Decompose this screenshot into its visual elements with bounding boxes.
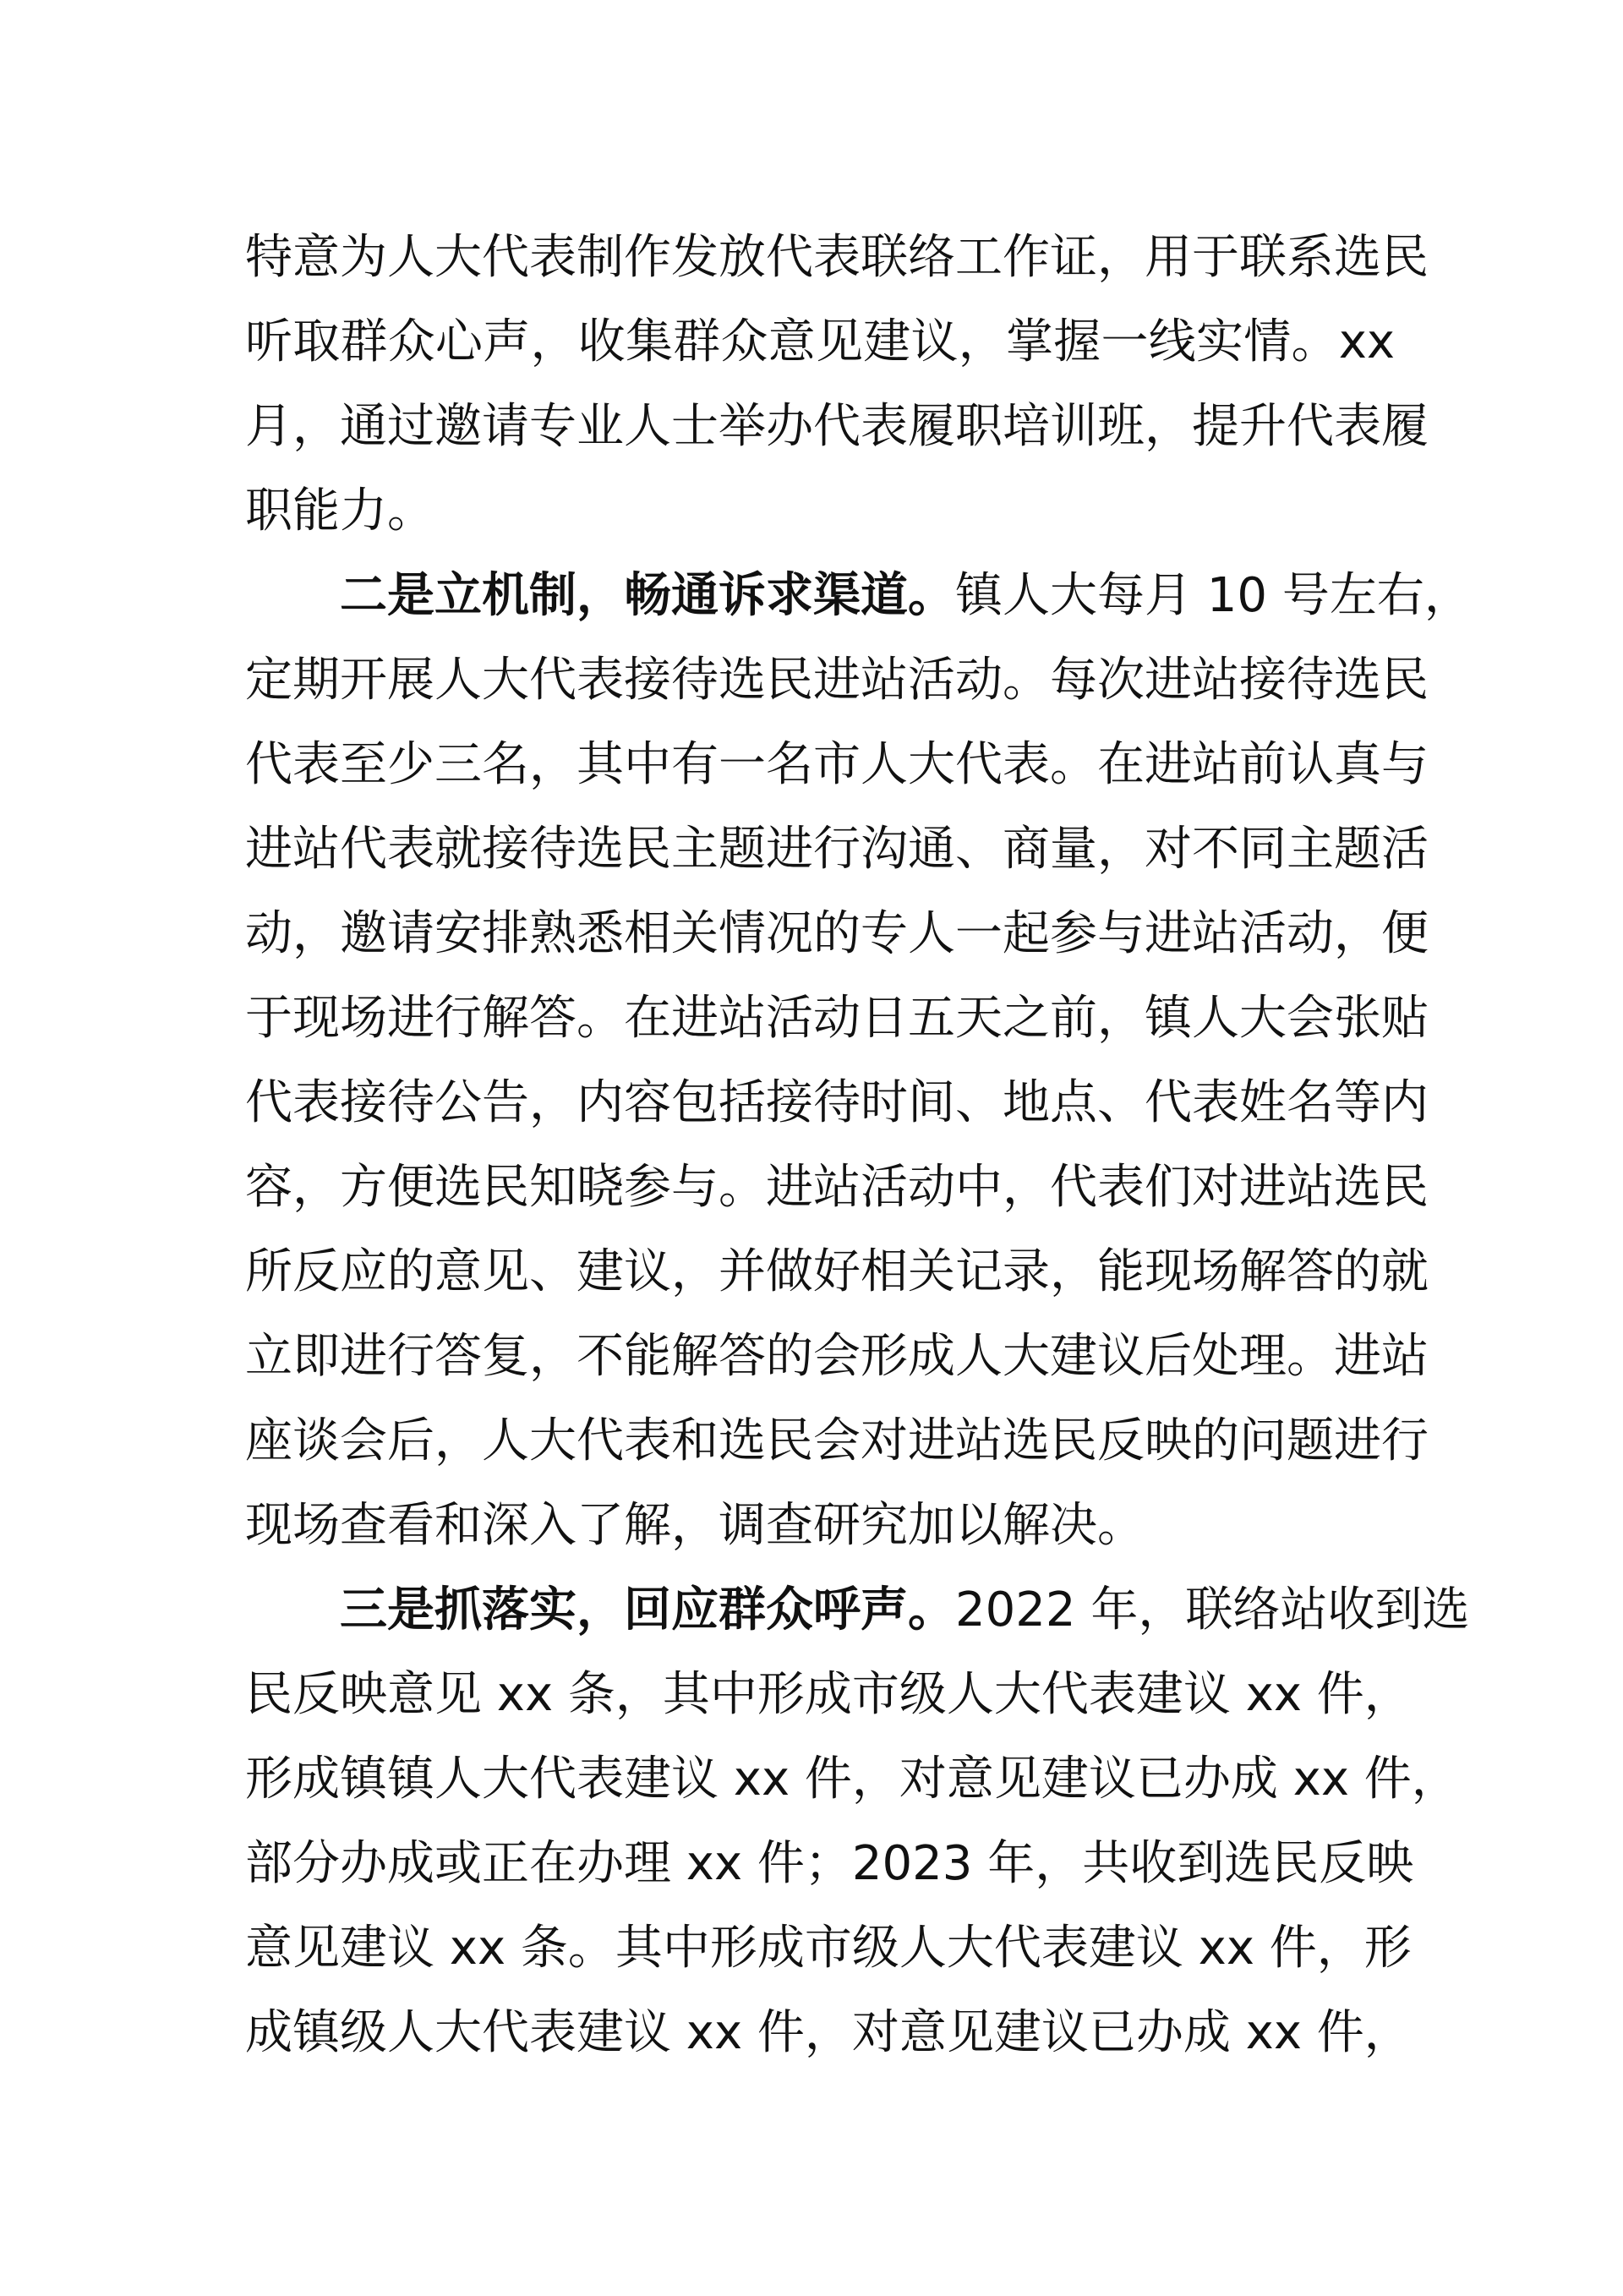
paragraph-line: 民反映意见 xx 条，其中形成市级人大代表建议 xx 件， — [245, 1667, 1412, 1722]
section-heading: 三是抓落实，回应群众呼声。 — [340, 1583, 955, 1637]
body-text — [245, 216, 1472, 2075]
paragraph-line: 部分办成或正在办理 xx 件；2023 年，共收到选民反映 — [245, 1836, 1414, 1891]
paragraph-line: 于现场进行解答。在进站活动日五天之前，镇人大会张贴 — [245, 991, 1429, 1046]
paragraph-line: 代表至少三名，其中有一名市人大代表。在进站前认真与 — [245, 737, 1429, 792]
paragraph-line: 职能力。 — [245, 484, 434, 538]
paragraph-line: 意见建议 xx 条。其中形成市级人大代表建议 xx 件，形 — [245, 1921, 1412, 1976]
paragraph-text: 2022 年，联络站收到选 — [955, 1583, 1470, 1637]
paragraph-line: 形成镇镇人大代表建议 xx 件，对意见建议已办成 xx 件， — [245, 1752, 1459, 1807]
paragraph-line: 定期开展人大代表接待选民进站活动。每次进站接待选民 — [245, 653, 1429, 708]
paragraph-line: 动，邀请安排熟悉相关情况的专人一起参与进站活动，便 — [245, 906, 1429, 961]
paragraph-line: 听取群众心声，收集群众意见建议，掌握一线实情。xx — [245, 314, 1395, 369]
paragraph-line: 立即进行答复，不能解答的会形成人大建议后处理。进站 — [245, 1329, 1429, 1384]
paragraph-line: 成镇级人大代表建议 xx 件，对意见建议已办成 xx 件， — [245, 2005, 1412, 2060]
paragraph-line: 所反应的意见、建议，并做好相关记录，能现场解答的就 — [245, 1244, 1429, 1299]
paragraph-line: 特意为人大代表制作发放代表联络工作证，用于联系选民 — [245, 230, 1429, 285]
paragraph-lead-line — [245, 554, 1472, 638]
paragraph-line: 现场查看和深入了解，调查研究加以解决。 — [245, 1498, 1145, 1553]
paragraph-lead-line — [245, 1568, 1470, 1653]
paragraph-line: 月，通过邀请专业人士举办代表履职培训班，提升代表履 — [245, 399, 1429, 454]
paragraph-line: 进站代表就接待选民主题进行沟通、商量，对不同主题活 — [245, 822, 1429, 877]
paragraph-line: 容，方便选民知晓参与。进站活动中，代表们对进站选民 — [245, 1160, 1429, 1215]
paragraph-text: 镇人大每月 10 号左右， — [955, 568, 1472, 623]
section-heading: 二是立机制，畅通诉求渠道。 — [340, 568, 955, 623]
paragraph-line: 座谈会后，人大代表和选民会对进站选民反映的问题进行 — [245, 1413, 1429, 1468]
paragraph-line: 代表接待公告，内容包括接待时间、地点、代表姓名等内 — [245, 1075, 1429, 1130]
